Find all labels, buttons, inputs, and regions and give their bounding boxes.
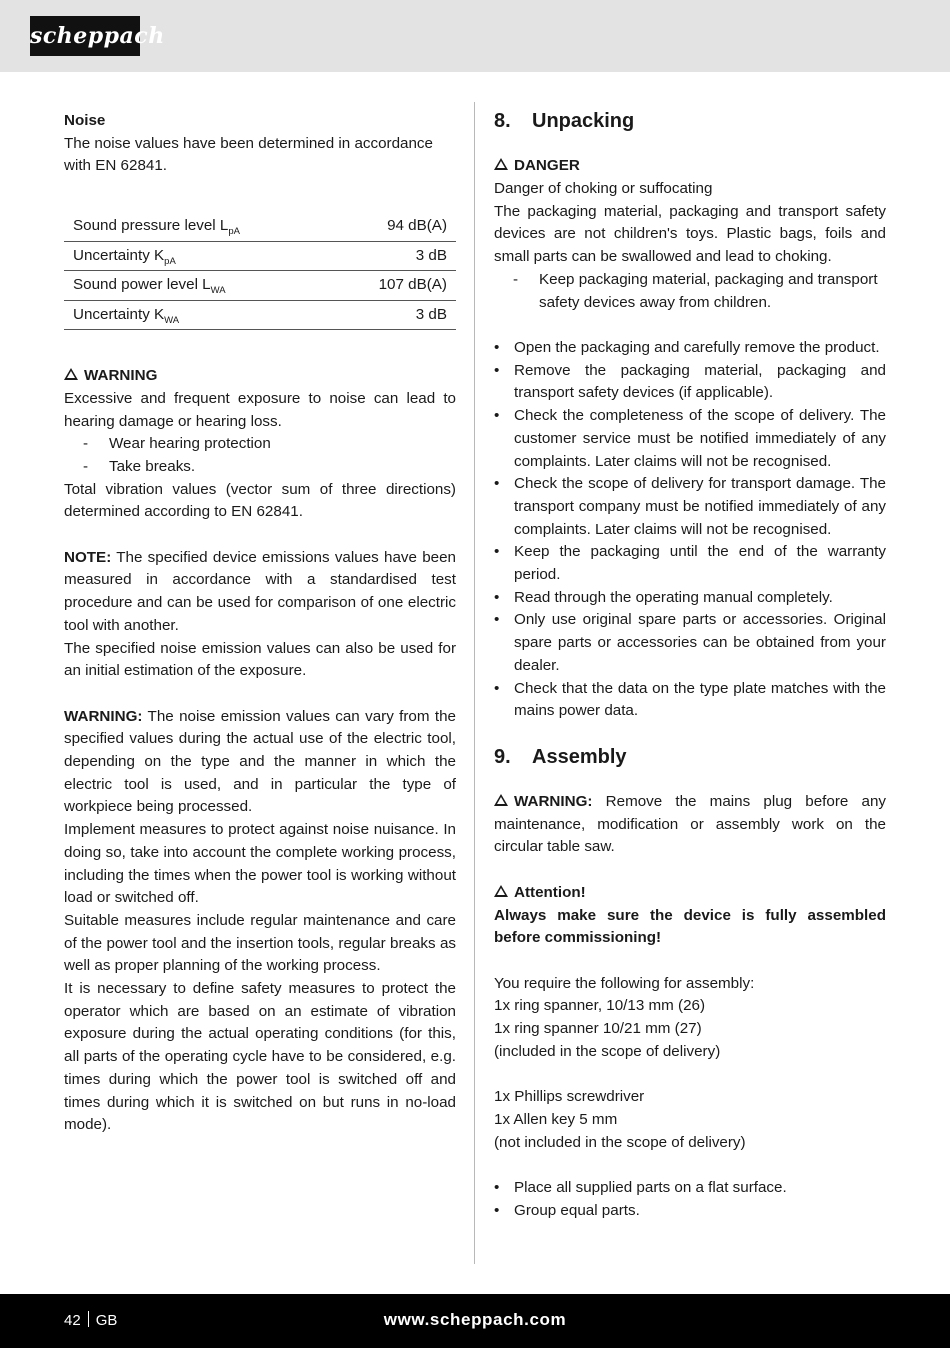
danger-text: The packaging material, packaging and transport safety devices are not children's toys. Plastic bags, foils and small parts can be swallowed and lead to choking. xyxy=(494,202,886,266)
spacer xyxy=(494,314,886,337)
danger-heading: DANGER xyxy=(494,155,886,178)
list-item: • Place all supplied parts on a flat surface. xyxy=(494,1177,886,1200)
spacer xyxy=(494,133,886,156)
spacer xyxy=(494,1063,886,1086)
spec-label: Sound pressure level $L_{pA}$ xyxy=(64,212,331,241)
suitable-paragraph: Suitable measures include regular maintenance and care of the power tool and the insertion tools, regular breaks as well as proper planning of the working process. xyxy=(64,911,456,975)
require-intro: You require the following for assembly: xyxy=(494,974,755,992)
warning2-paragraph: WARNING: The noise emission values can vary from the specified values during the actual use of the electric tool, depending on the type and the manner in which the electric tool is used, and in particular the type of workpiece being processed. xyxy=(64,707,456,816)
not-included-note: (not included in the scope of delivery) xyxy=(494,1133,746,1151)
page-number: 42 GB xyxy=(64,1312,118,1329)
attention-text: Always make sure the device is fully assembled before commissioning! xyxy=(494,906,886,947)
spacer xyxy=(494,950,886,973)
list-item: • Check that the data on the type plate matches with the mains power data. xyxy=(494,678,886,723)
list-item: - Keep packaging material, packaging and transport safety devices away from children. xyxy=(494,269,886,314)
list-item: • Open the packaging and carefully remove the product. xyxy=(494,337,886,360)
spec-value: 3 dB xyxy=(331,241,456,271)
list-item: • Group equal parts. xyxy=(494,1200,886,1223)
section-heading-unpacking: 8. Unpacking xyxy=(494,110,635,132)
list-item: • Keep the packaging until the end of the warranty period. xyxy=(494,541,886,586)
list-item: • Remove the packaging material, packaging and transport safety devices (if applicable). xyxy=(494,360,886,405)
spec-label: Sound power level $L_{WA}$ xyxy=(64,271,331,301)
noise-table xyxy=(64,212,456,330)
vibration-text: Total vibration values (vector sum of three directions) determined according to EN 62841. xyxy=(64,480,456,521)
spec-value: 107 dB(A) xyxy=(331,271,456,301)
list-item: • Check the completeness of the scope of delivery. The customer service must be notified immediately of any complaints. Later claims will not be recognised. xyxy=(494,405,886,473)
danger-line: Danger of choking or suffocating xyxy=(494,180,713,198)
list-item: - Take breaks. xyxy=(64,456,456,479)
warning-icon xyxy=(494,158,508,170)
spacer xyxy=(494,859,886,882)
spec-value: 94 dB(A) xyxy=(331,212,456,241)
necessary-paragraph: It is necessary to define safety measures to protect the operator which are based on an estimate of vibration exposure during the actual operating conditions (for this, all parts of the operating cycle have to be considered, e.g. times during which the power tool is switched off and times during which it is switched on but runs in no-load mode). xyxy=(64,980,456,1134)
note-paragraph-2: The specified noise emission values can also be used for an initial estimation of the exposure. xyxy=(64,639,456,680)
measures-paragraph: Implement measures to protect against noise nuisance. In doing so, take into account the complete working process, including the times when the power tool is working without load or switched off. xyxy=(64,821,456,907)
spec-value: 3 dB xyxy=(331,300,456,330)
list-item: - Wear hearing protection xyxy=(64,433,456,456)
spacer xyxy=(64,330,456,365)
warning-icon xyxy=(494,794,508,806)
noise-text: The noise values have been determined in accordance with EN 62841. xyxy=(64,134,433,175)
note-paragraph: NOTE: The specified device emissions values have been measured in accordance with a standardised test procedure and can be used for comparison of one electric tool with another. xyxy=(64,548,456,634)
assembly-warning: WARNING: Remove the mains plug before any maintenance, modification or assembly work on the circular table saw. xyxy=(494,793,886,856)
right-column xyxy=(494,110,886,1222)
table-row xyxy=(64,241,456,271)
spacer xyxy=(64,178,456,212)
attention-heading: Attention! xyxy=(494,882,886,905)
page-footer xyxy=(0,1294,950,1348)
spec-label: Uncertainty $K_{pA}$ xyxy=(64,241,331,271)
spacer xyxy=(494,768,886,791)
tool-item: 1x ring spanner 10/21 mm (27) xyxy=(494,1020,702,1037)
tool-item: 1x ring spanner, 10/13 mm (26) xyxy=(494,997,706,1015)
brand-logo: scheppach xyxy=(30,16,140,56)
spec-label: Uncertainty $K_{WA}$ xyxy=(64,300,331,330)
table-row xyxy=(64,271,456,301)
tool-item: 1x Allen key 5 mm xyxy=(494,1110,618,1128)
column-divider xyxy=(474,102,475,1264)
website-link[interactable]: www.scheppach.com xyxy=(383,1310,567,1329)
left-column xyxy=(64,110,456,1137)
table-row xyxy=(64,300,456,330)
spacer xyxy=(494,1154,886,1177)
spacer xyxy=(64,683,456,706)
noise-heading: Noise xyxy=(64,112,106,129)
tool-item: 1x Phillips screwdriver xyxy=(494,1088,645,1106)
warning-heading: WARNING xyxy=(64,365,456,388)
warning-icon xyxy=(64,368,78,380)
spacer xyxy=(494,723,886,746)
warning-text: Excessive and frequent exposure to noise can lead to hearing damage or hearing loss. xyxy=(64,389,456,430)
table-row xyxy=(64,212,456,241)
list-item: • Only use original spare parts or accessories. Original spare parts or accessories can be obtained from your dealer. xyxy=(494,609,886,677)
section-heading-assembly: 9. Assembly xyxy=(494,745,627,768)
page-header xyxy=(0,0,950,72)
list-item: • Read through the operating manual completely. xyxy=(494,587,886,610)
list-item: • Check the scope of delivery for transport damage. The transport company must be notified immediately of any complaints. Later claims will not be recognised. xyxy=(494,473,886,541)
spacer xyxy=(64,524,456,547)
included-note: (included in the scope of delivery) xyxy=(494,1042,721,1060)
warning-icon xyxy=(494,885,508,897)
